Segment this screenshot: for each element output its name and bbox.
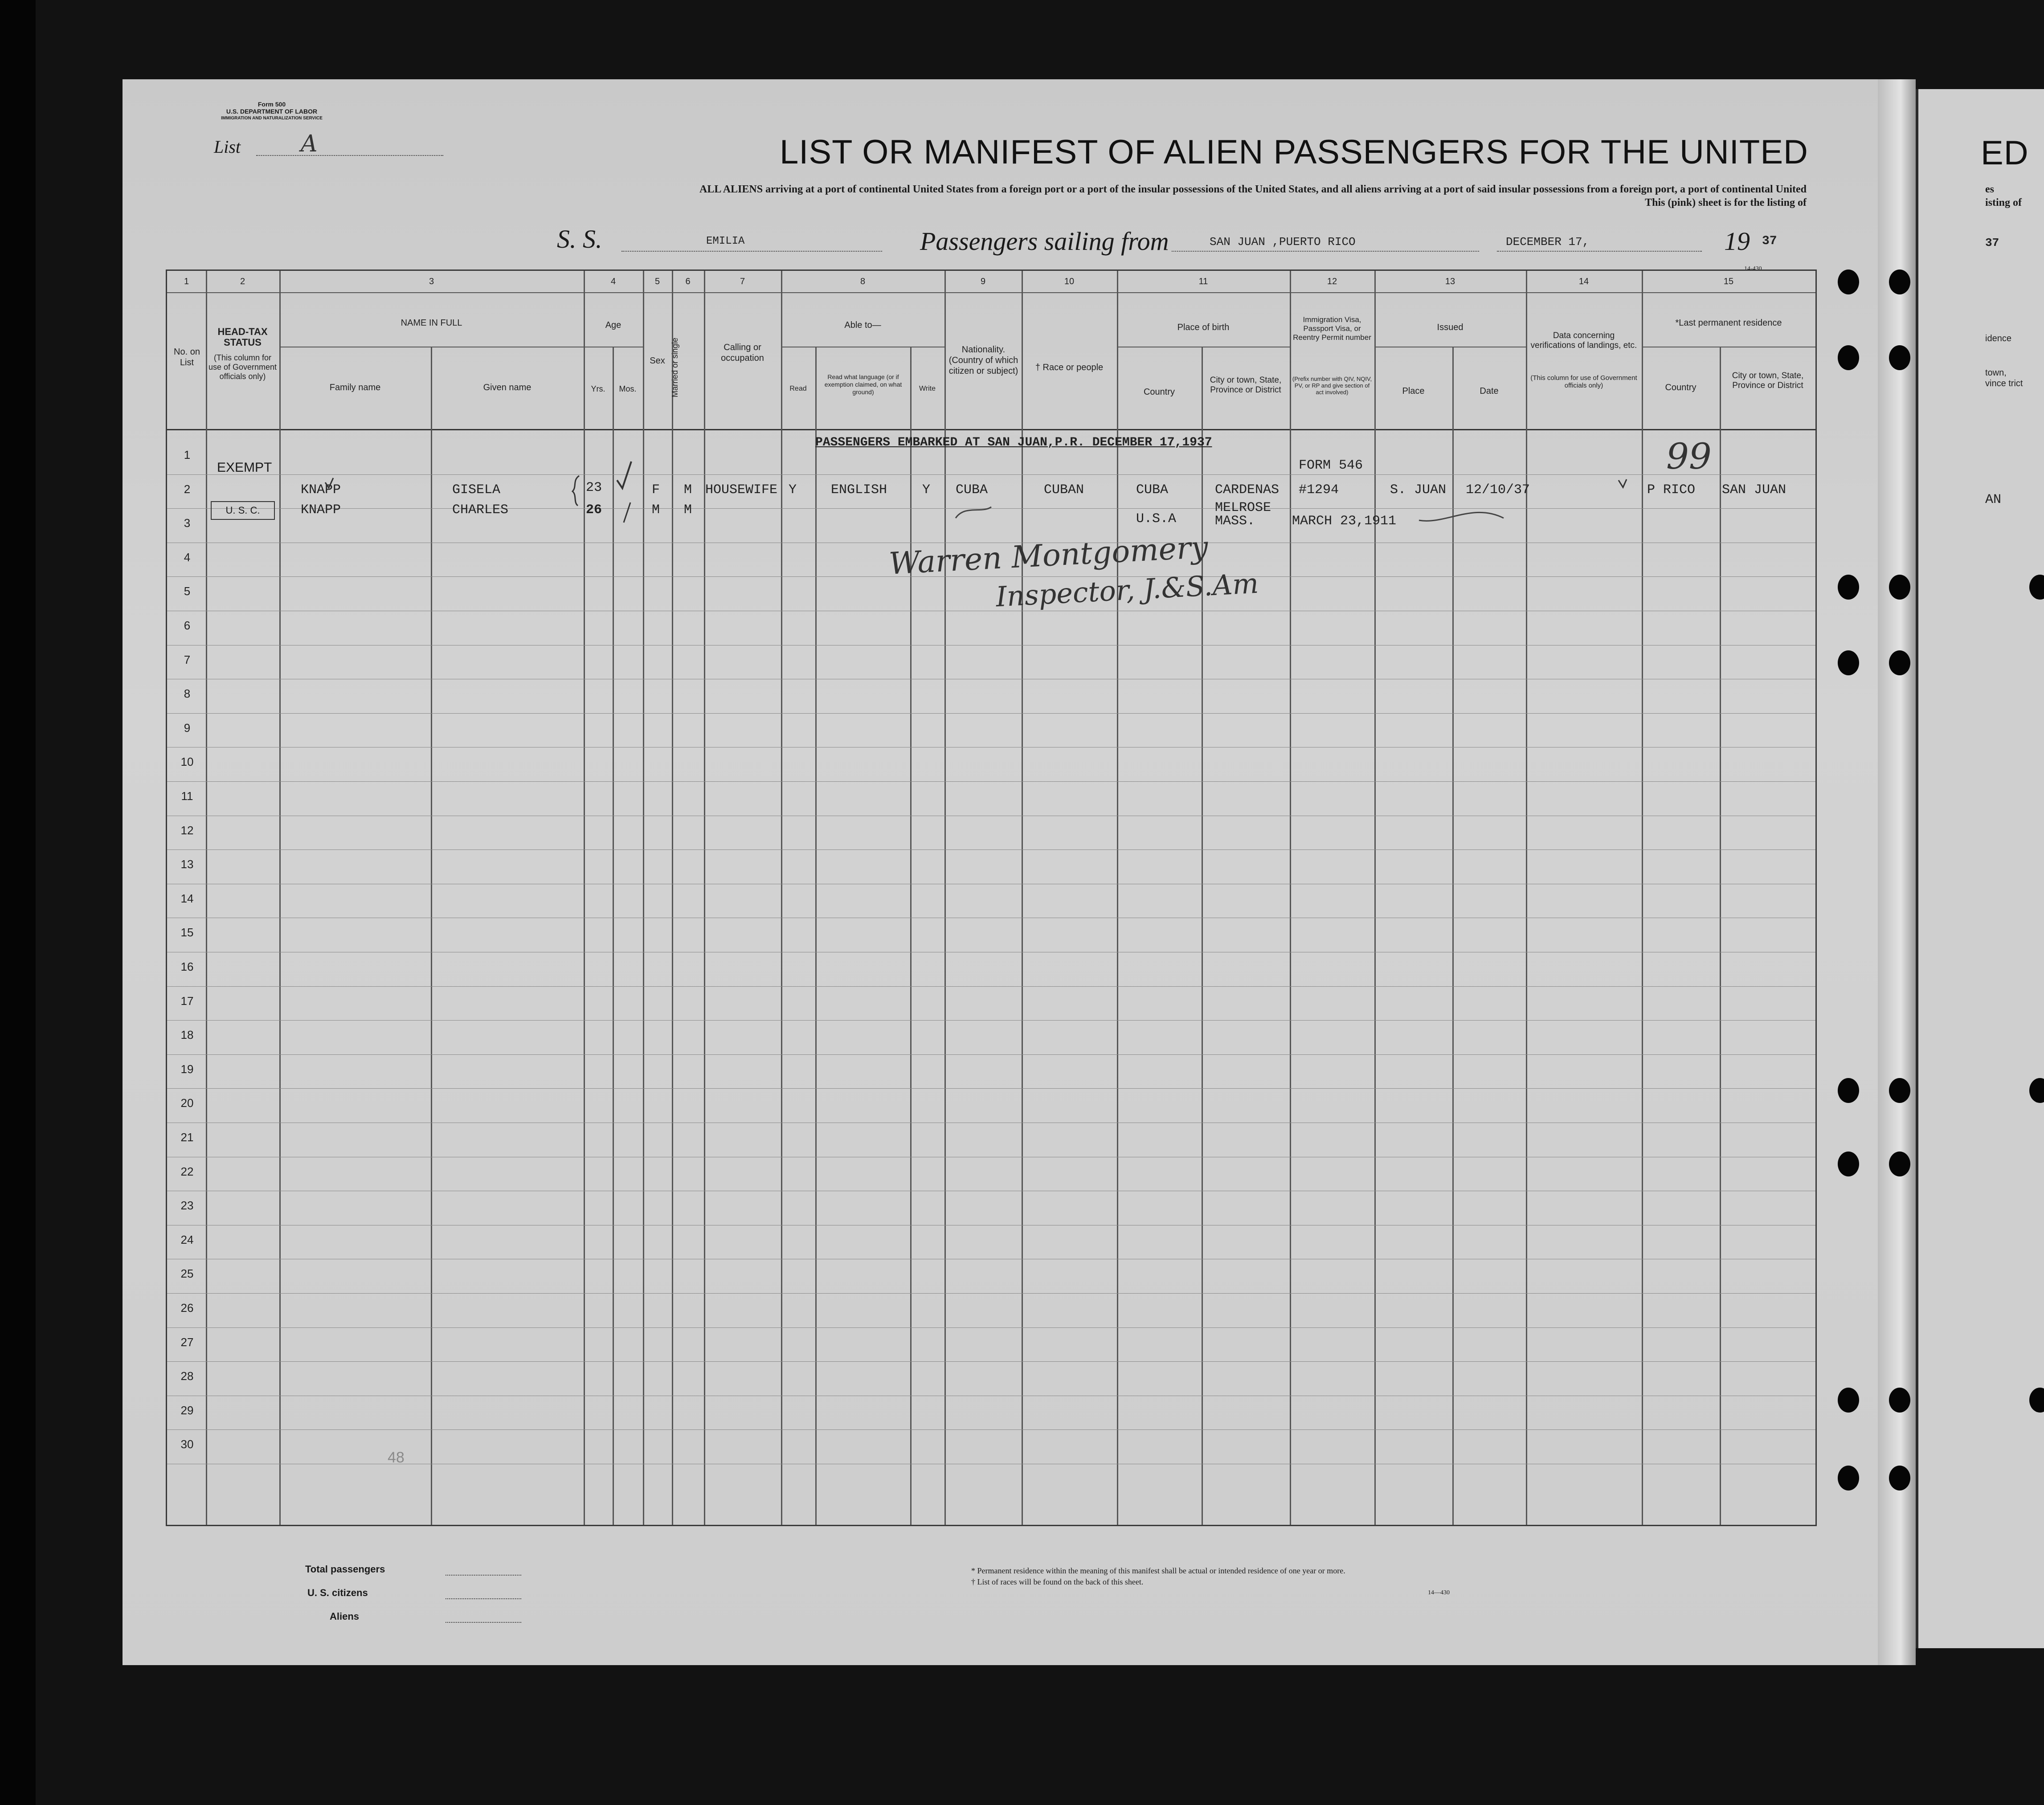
row-number: 25 [180,1267,194,1281]
verifications-note: (This column for use of Government officials only) [1530,374,1637,389]
col-num-4: 4 [610,277,616,286]
punch-hole [1838,345,1859,370]
able-to-header: Able to— [844,320,881,330]
tick-mark [624,502,630,523]
subtitle [434,183,1807,209]
entry-1-birth-city: CARDENAS [1215,482,1280,498]
punch-hole [1838,1466,1859,1491]
page-fold [1878,79,1916,1665]
row-number: 18 [180,1028,194,1042]
entry-2-visa-date: MARCH 23,1911 [1292,514,1397,529]
married-header: Married or single [670,337,679,398]
inspector-title: Inspector, J.&S.Am [995,567,1259,613]
check-mark [1619,479,1627,487]
next-sheet [1916,89,2044,1648]
last-residence-header: *Last permanent residence [1675,318,1782,328]
row-number: 10 [180,755,194,769]
stamp-48: 48 [388,1449,405,1466]
row-number: 30 [180,1437,194,1451]
total-passengers-label: Total passengers [305,1564,385,1575]
entry-2-birth-city: MELROSE [1215,500,1271,515]
entry-1-write: Y [922,482,931,498]
sailing-label: Passengers sailing from [920,227,1169,256]
entry-1-visa-form: FORM 546 [1299,458,1363,473]
sex-header: Sex [650,356,665,366]
yrs-header: Yrs. [591,384,605,393]
row-number: 2 [184,482,191,496]
check-mark [617,461,631,488]
list-value: A [301,131,318,157]
entry-1-issued-date: 12/10/37 [1466,482,1530,498]
entry-2-given: CHARLES [452,502,509,518]
race-header: † Race or people [1035,363,1104,372]
punch-hole [1889,1388,1910,1413]
punch-hole [1889,1078,1910,1103]
col-num-14: 14 [1578,277,1589,286]
entry-2-married: M [684,502,692,518]
head-tax-note: (This column for use of Government officials only) [208,353,277,381]
row-number: 4 [184,550,191,564]
inspector-signature: Warren Montgomery [888,530,1209,582]
next-sub-1: es [1985,184,1994,195]
entry-2-birth-state: MASS. [1215,514,1255,529]
row-number: 5 [184,584,191,598]
read-language-header: Read what language (or if exemption claimed, on what ground) [824,373,902,396]
next-title-fragment: ED [1981,134,2029,172]
year-suffix: 37 [1762,234,1777,248]
visa-header: Immigration Visa, Passport Visa, or Reentry Permit number [1293,315,1371,342]
punch-hole [1838,1078,1859,1103]
head-tax-exempt: EXEMPT [217,460,272,475]
service-name: IMMIGRATION AND NATURALIZATION SERVICE [221,116,323,121]
birth-city-header: City or town, State, Province or District [1210,376,1282,395]
row-number: 19 [180,1062,194,1076]
next-col-header: idence [1985,334,2011,343]
row-number: 16 [180,960,194,973]
ss-label: S. S. [557,225,602,253]
sailing-date: DECEMBER 17, [1506,235,1590,249]
col-num-1: 1 [184,277,189,286]
issued-place-header: Place [1402,386,1425,396]
ship-line [621,251,882,252]
next-year: 37 [1985,236,1999,249]
annotation-marks [167,271,1815,1525]
scan-border [0,0,36,1805]
footnote-races: † List of races will be found on the back of this sheet. [971,1577,1144,1586]
department-name: U.S. DEPARTMENT OF LABOR [226,108,318,115]
row-number: 22 [180,1164,194,1178]
punch-hole [1889,650,1910,675]
row-number: 15 [180,926,194,939]
manifest-table [166,270,1817,1526]
total-passengers-line [446,1575,521,1576]
punch-hole [1889,1466,1910,1491]
birth-country-header: Country [1143,387,1175,397]
port-name: SAN JUAN ,PUERTO RICO [1210,235,1356,249]
entry-1-race: CUBAN [1044,482,1084,498]
entry-1-language: ENGLISH [831,482,887,498]
name-in-full-header: NAME IN FULL [401,318,462,328]
punch-hole [1889,270,1910,294]
entry-2-birth-country: U.S.A [1136,511,1177,527]
entry-1-read: Y [789,482,797,498]
row-number: 14 [180,891,194,905]
family-name-header: Family name [329,383,381,392]
entry-1-sex: F [652,482,660,498]
aliens-line [446,1622,521,1623]
entry-1-issued-place: S. JUAN [1390,482,1447,498]
row-number: 3 [184,516,191,530]
row-number: 13 [180,858,194,871]
entry-1-birth-country: CUBA [1136,482,1169,498]
subtitle-line-1: ALL ALIENS arriving at a port of continental United States from a foreign port or a port of the insular possessions of the United States, and all aliens arriving at a port of said insular possessions from a foreign port, a port of continental United [699,184,1807,195]
head-tax-header: HEAD-TAX STATUS [217,326,268,348]
row-number: 26 [180,1301,194,1315]
row-number: 29 [180,1403,194,1417]
row-number: 24 [180,1233,194,1246]
row-number: 6 [184,619,191,632]
punch-hole [1889,575,1910,600]
mos-header: Mos. [619,384,637,393]
res-country-header: Country [1665,383,1697,392]
date-line [1497,251,1702,252]
punch-hole [1889,345,1910,370]
row-number: 28 [180,1369,194,1383]
subtitle-line-2: This (pink) sheet is for the listing of [1645,197,1807,208]
col-num-2: 2 [240,277,245,286]
age-header: Age [605,320,621,330]
entry-2-yrs: 26 [586,502,602,518]
year-prefix: 19 [1724,227,1750,256]
punch-hole [1838,1388,1859,1413]
given-name-header: Given name [483,383,531,392]
entry-2-sex: M [652,502,660,518]
verifications-header: Data concerning verifications of landings, etc. [1530,331,1637,350]
col-num-11: 11 [1198,277,1208,286]
initials-scribble [1419,512,1504,521]
punch-hole [1889,1152,1910,1176]
ship-name: EMILIA [706,235,745,247]
embarked-note: PASSENGERS EMBARKED AT SAN JUAN,P.R. DECEMBER 17,1937 [815,436,1212,449]
entry-1-married: M [684,482,692,498]
form-identifier [198,101,345,122]
row-number: 27 [180,1335,194,1349]
row-number: 21 [180,1131,194,1144]
us-citizens-line [446,1598,521,1599]
head-tax-us-citizen-stamp: U. S. C. [211,501,275,520]
row-number: 12 [180,823,194,837]
punch-hole [1838,1152,1859,1176]
row-number: 1 [184,448,191,461]
col-num-6: 6 [685,277,691,286]
form-code-top: 14-430 [1744,265,1762,272]
handwritten-99: 99 [1666,436,1712,477]
col-num-9: 9 [980,277,986,286]
entry-1-yrs: 23 [586,480,602,495]
us-citizens-label: U. S. citizens [307,1587,368,1598]
place-of-birth-header: Place of birth [1177,323,1230,332]
list-line [256,155,443,156]
entry-1-nationality: CUBA [956,482,988,498]
page-title: LIST OR MANIFEST OF ALIEN PASSENGERS FOR THE UNITED [780,133,1808,171]
calling-header: Calling or occupation [721,343,764,363]
issued-date-header: Date [1480,386,1499,396]
col-num-12: 12 [1327,277,1337,286]
next-city-header: town, vince trict [1985,368,2023,388]
col-num-5: 5 [654,277,660,286]
col-num-13: 13 [1445,277,1455,286]
form-number: Form 500 [258,101,286,108]
entry-1-visa-number: #1294 [1299,482,1339,498]
next-sub-2: isting of [1985,197,2022,208]
initials-scribble [956,507,991,518]
entry-1-family: KNAPP [301,482,341,498]
res-city-header: City or town, State, Province or District [1732,371,1804,390]
write-header: Write [919,385,936,392]
form-code-bottom: 14—430 [1428,1589,1450,1596]
row-number: 23 [180,1199,194,1213]
brace-mark [572,476,579,506]
issued-header: Issued [1437,323,1464,332]
next-entry: AN [1985,492,2002,507]
col-num-3: 3 [429,277,434,286]
check-mark [325,478,333,488]
list-label: List [214,137,241,157]
entry-1-res-city: SAN JUAN [1722,482,1786,498]
row-number: 9 [184,721,191,735]
entry-1-res-country: P RICO [1647,482,1696,498]
col-num-7: 7 [740,277,745,286]
entry-1-given: GISELA [452,482,501,498]
punch-hole [1838,650,1859,675]
entry-2-family: KNAPP [301,502,341,518]
row-number: 11 [181,789,193,803]
col-num-8: 8 [860,277,866,286]
footnote-permanent-residence: * Permanent residence within the meaning of this manifest shall be actual or intended residence of one year or more. [971,1566,1345,1575]
col-num-10: 10 [1064,277,1075,286]
nationality-header: Nationality. (Country of which citizen or subject) [948,345,1018,376]
read-header: Read [789,385,807,392]
visa-note: (Prefix number with QIV, NQIV, PV, or RP and give section of act involved) [1292,376,1372,396]
row-number: 7 [184,653,191,666]
no-on-list-header: No. on List [174,347,200,368]
port-line [1172,251,1479,252]
col-num-15: 15 [1723,277,1734,286]
punch-hole [1838,270,1859,294]
aliens-label: Aliens [330,1611,360,1622]
punch-hole [1838,575,1859,600]
entry-1-occupation: HOUSEWIFE [705,482,778,498]
row-number: 20 [180,1096,194,1110]
row-number: 17 [180,994,194,1008]
row-number: 8 [184,687,191,701]
